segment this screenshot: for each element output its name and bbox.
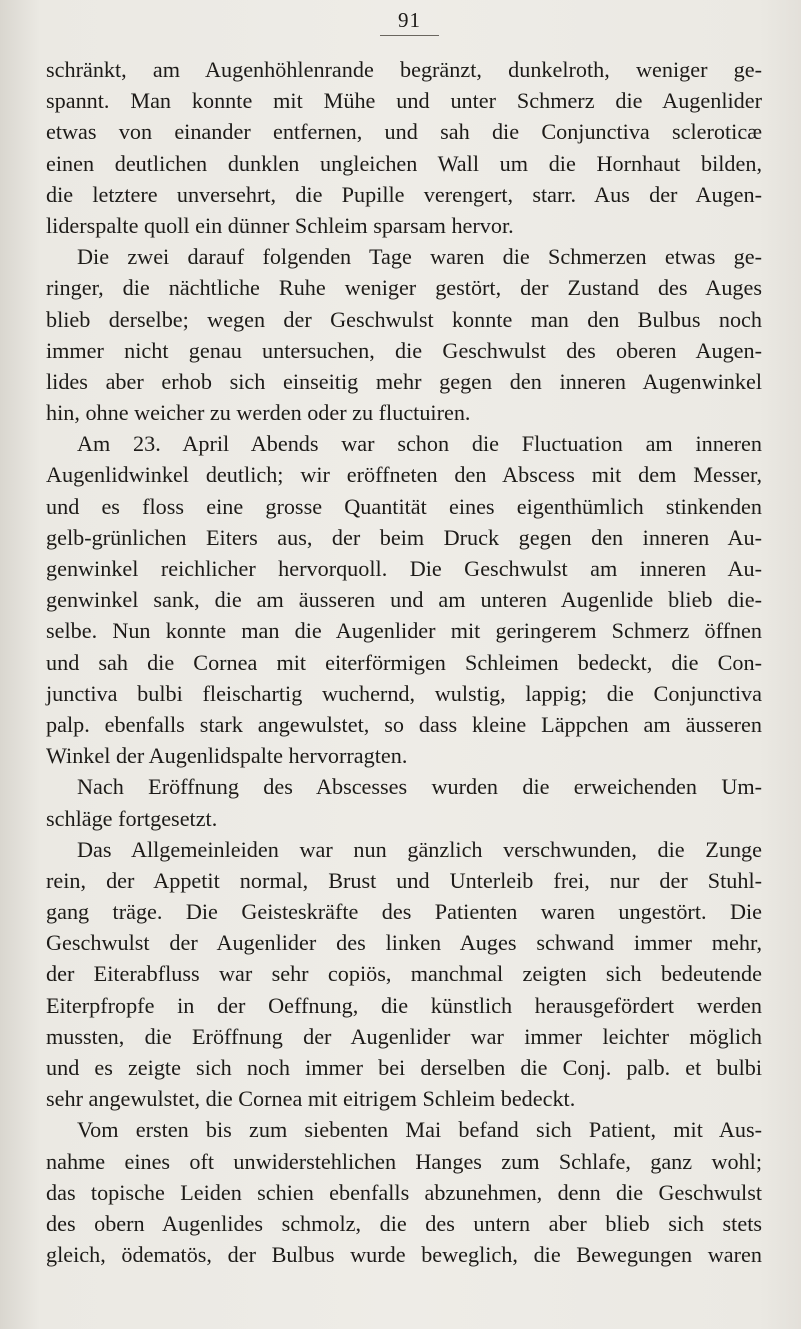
text-line: junctiva bulbi fleischartig wuchernd, wulstig, lappig; die Conjunctiva xyxy=(46,680,762,706)
text-line: hin, ohne weicher zu werden oder zu fluctuiren. xyxy=(46,400,471,426)
text-line: gelb-grünlichen Eiters aus, der beim Druck gegen den inneren Au- xyxy=(46,524,762,550)
text-line: des obern Augenlides schmolz, die des untern aber blieb sich stets xyxy=(46,1210,762,1236)
text-line: selbe. Nun konnte man die Augenlider mit geringerem Schmerz öffnen xyxy=(46,618,762,644)
text-line: blieb derselbe; wegen der Geschwulst konnte man den Bulbus noch xyxy=(46,306,762,332)
text-line: immer nicht genau untersuchen, die Geschwulst des oberen Augen- xyxy=(46,337,762,363)
text-line: Geschwulst der Augenlider des linken Auges schwand immer mehr, xyxy=(46,930,762,956)
text-line: genwinkel sank, die am äusseren und am unteren Augenlide blieb die- xyxy=(46,587,762,613)
text-line: spannt. Man konnte mit Mühe und unter Schmerz die Augenlider xyxy=(46,88,762,114)
text-line: schläge fortgesetzt. xyxy=(46,805,218,831)
text-line: Eiterpfropfe in der Oeffnung, die künstlich herausgefördert werden xyxy=(46,992,762,1018)
text-line: das topische Leiden schien ebenfalls abzunehmen, denn die Geschwulst xyxy=(46,1179,762,1205)
text-line: gleich, ödematös, der Bulbus wurde beweglich, die Bewegungen waren xyxy=(46,1242,762,1268)
text-line: liderspalte quoll ein dünner Schleim sparsam hervor. xyxy=(46,212,514,238)
text-line: mussten, die Eröffnung der Augenlider war immer leichter möglich xyxy=(46,1023,762,1049)
text-line: Nach Eröffnung des Abscesses wurden die erweichenden Um- xyxy=(77,774,762,800)
text-line: und es floss eine grosse Quantität eines eigenthümlich stinkenden xyxy=(46,493,762,519)
text-line: die letztere unversehrt, die Pupille verengert, starr. Aus der Augen- xyxy=(46,181,762,207)
text-line: einen deutlichen dunklen ungleichen Wall um die Hornhaut bilden, xyxy=(46,150,762,176)
text-line: nahme eines oft unwiderstehlichen Hanges zum Schlafe, ganz wohl; xyxy=(46,1148,762,1174)
text-line: palp. ebenfalls stark angewulstet, so dass kleine Läppchen am äusseren xyxy=(46,711,762,737)
text-line: Augenlidwinkel deutlich; wir eröffneten den Abscess mit dem Messer, xyxy=(46,462,762,488)
text-line: genwinkel reichlicher hervorquoll. Die Geschwulst am inneren Au- xyxy=(46,556,762,581)
text-line: rein, der Appetit normal, Brust und Unterleib frei, nur der Stuhl- xyxy=(46,867,762,893)
text-line: lides aber erhob sich einseitig mehr gegen den inneren Augenwinkel xyxy=(46,368,762,394)
text-line: etwas von einander entfernen, und sah die Conjunctiva scleroticæ xyxy=(46,119,762,145)
text-line: gang träge. Die Geisteskräfte des Patienten waren ungestört. Die xyxy=(46,899,762,925)
text-line: Winkel der Augenlidspalte hervorragten. xyxy=(46,743,408,769)
text-line: Das Allgemeinleiden war nun gänzlich verschwunden, die Zunge xyxy=(77,836,762,862)
text-line: und es zeigte sich noch immer bei derselben die Conj. palb. et bulbi xyxy=(46,1055,762,1080)
text-line: ringer, die nächtliche Ruhe weniger gestört, der Zustand des Auges xyxy=(46,275,762,301)
body-text xyxy=(46,54,762,1270)
text-line: schränkt, am Augenhöhlenrande begränzt, dunkelroth, weniger ge- xyxy=(46,57,762,82)
text-line: Die zwei darauf folgenden Tage waren die Schmerzen etwas ge- xyxy=(77,244,762,270)
page-number-text: 91 xyxy=(380,8,439,36)
text-line: Vom ersten bis zum siebenten Mai befand sich Patient, mit Aus- xyxy=(77,1117,762,1143)
text-line: sehr angewulstet, die Cornea mit eitrigem Schleim bedeckt. xyxy=(46,1086,576,1112)
text-line: und sah die Cornea mit eiterförmigen Schleimen bedeckt, die Con- xyxy=(46,649,762,675)
text-line: der Eiterabfluss war sehr copiös, manchmal zeigten sich bedeutende xyxy=(46,961,762,987)
page-number xyxy=(0,8,801,36)
text-line: Am 23. April Abends war schon die Fluctuation am inneren xyxy=(77,431,762,457)
